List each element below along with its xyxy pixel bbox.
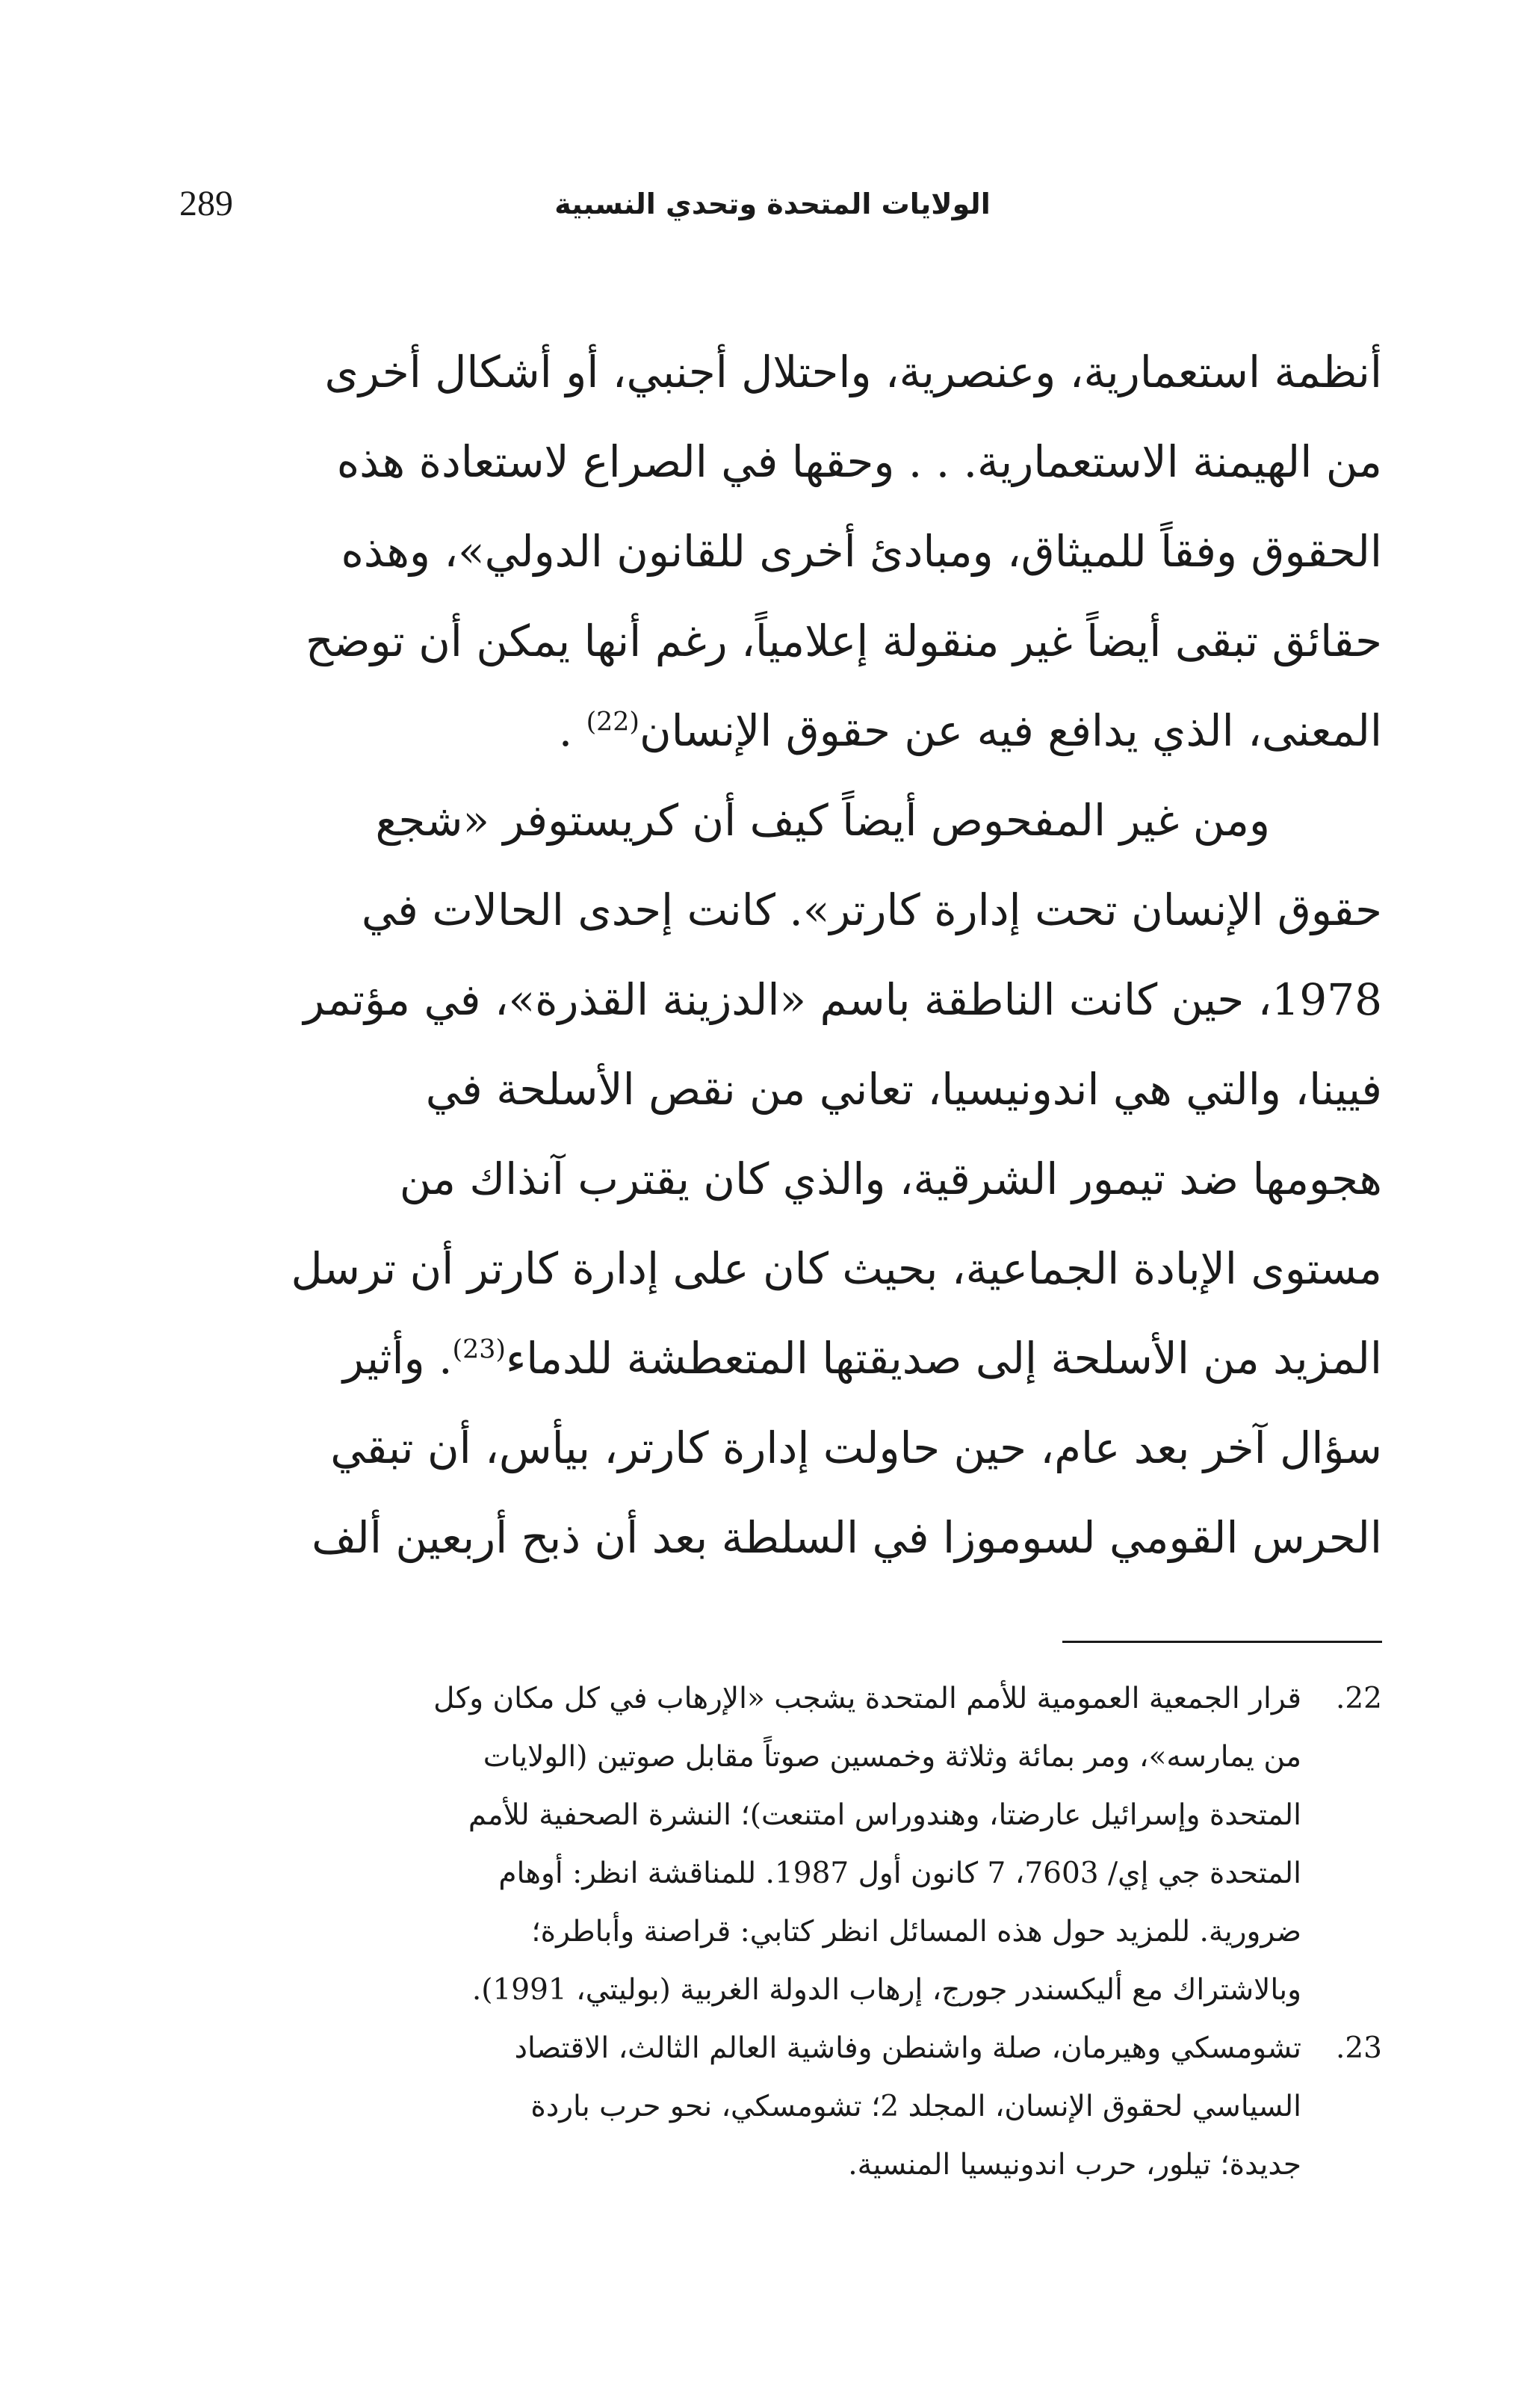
footnote-number: 23. [1335,2031,1382,2065]
footnote-22 [176,1670,1382,2019]
body-text [176,327,1382,1582]
text-line: هجومها ضد تيمور الشرقية، والذي كان يقترب آنذاك من [399,1154,1382,1204]
paragraph-2 [176,776,1382,1582]
footnote-line: تشومسكي وهيرمان، صلة واشنطن وفاشية العالم الثالث، الاقتصاد [514,2031,1301,2065]
text-line: الحقوق وفقاً للميثاق، ومبادئ أخرى للقانون الدولي»، وهذه [341,526,1382,577]
text-line: ومن غير المفحوص أيضاً كيف أن كريستوفر «شجع [375,795,1270,846]
text-line [176,1313,1382,1403]
footnote-line: المتحدة وإسرائيل عارضتا، وهندوراس امتنعت)؛ النشرة الصحفية للأمم [468,1798,1301,1832]
footnote-23 [176,2019,1382,2194]
text-line: حقوق الإنسان تحت إدارة كارتر». كانت إحدى الحالات في [361,885,1382,935]
text-line: حقائق تبقى أيضاً غير منقولة إعلامياً، رغم أنها يمكن أن توضح [305,616,1382,666]
footnotes [176,1670,1382,2194]
footnote-reference-22: (22) [586,707,639,737]
footnote-line: قرار الجمعية العمومية للأمم المتحدة يشجب «الإرهاب في كل مكان وكل [433,1682,1301,1715]
text-line-end: . [558,705,586,756]
running-title: الولايات المتحدة وتحدي النسبية [554,188,991,220]
text-line-end: . وأثير [342,1333,453,1384]
footnote-line: وبالاشتراك مع أليكسندر جورج، إرهاب الدولة الغربية (بوليتي، 1991). [471,1973,1301,2007]
text-line: أنظمة استعمارية، وعنصرية، واحتلال أجنبي، أو أشكال أخرى [324,347,1382,397]
text-line: 1978، حين كانت الناطقة باسم «الدزينة القذرة»، في مؤتمر [303,974,1382,1025]
footnote-separator [1062,1641,1382,1643]
footnote-number: 22. [1335,1682,1382,1715]
text-line: من الهيمنة الاستعمارية. . . وحقها في الصراع لاستعادة هذه [336,436,1382,487]
text-line-segment: المعنى، الذي يدافع فيه عن حقوق الإنسان [639,705,1382,756]
text-line: الحرس القومي لسوموزا في السلطة بعد أن ذبح أربعين ألف [312,1512,1382,1563]
paragraph-1 [176,327,1382,776]
page-header [172,178,1373,230]
text-line-segment: المزيد من الأسلحة إلى صديقتها المتعطشة للدماء [505,1333,1382,1384]
footnote-line: المتحدة جي إي/ 7603، 7 كانون أول 1987. للمناقشة انظر: أوهام [498,1857,1301,1890]
footnote-reference-23: (23) [452,1334,506,1365]
text-line [176,686,1382,776]
text-line: سؤال آخر بعد عام، حين حاولت إدارة كارتر، بيأس، أن تبقي [330,1423,1382,1473]
page-number: 289 [179,184,233,223]
footnote-line: جديدة؛ تيلور، حرب اندونيسيا المنسية. [848,2148,1301,2182]
footnote-line: من يمارسه»، ومر بمائة وثلاثة وخمسين صوتاً مقابل صوتين (الولايات [483,1740,1301,1774]
footnote-line: ضرورية. للمزيد حول هذه المسائل انظر كتابي: قراصنة وأباطرة؛ [531,1915,1301,1949]
footnote-line: السياسي لحقوق الإنسان، المجلد 2؛ تشومسكي، نحو حرب باردة [530,2090,1301,2123]
text-line: فيينا، والتي هي اندونيسيا، تعاني من نقص الأسلحة في [425,1064,1382,1115]
text-line: مستوى الإبادة الجماعية، بحيث كان على إدارة كارتر أن ترسل [291,1243,1382,1294]
